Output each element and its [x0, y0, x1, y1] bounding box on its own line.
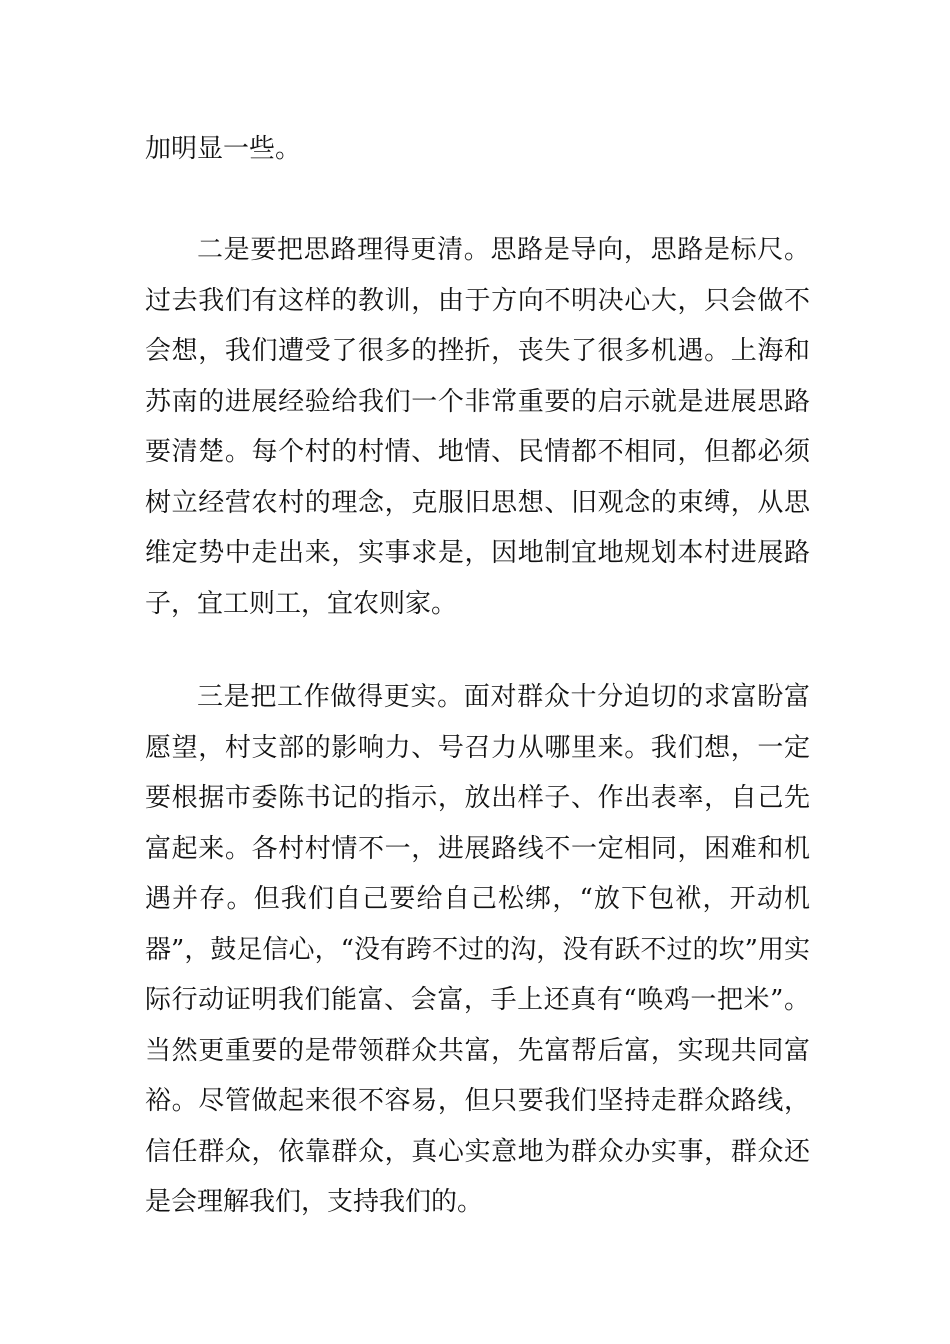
- paragraph-practical-work: 三是把工作做得更实。面对群众十分迫切的求富盼富愿望，村支部的影响力、号召力从哪里来。我们想，一定要根据市委陈书记的指示，放出样子、作出表率，自己先富起来。各村村情不一，进展路线不一定相同，困难和机遇并存。但我们自己要给自己松绑，“放下包袱，开动机器”，鼓足信心，“没有跨不过的沟，没有跃不过的坎”用实际行动证明我们能富、会富，手上还真有“唤鸡一把米”。当然更重要的是带领群众共富，先富帮后富，实现共同富裕。尽管做起来很不容易，但只要我们坚持走群众路线，信任群众，依靠群众，真心实意地为群众办实事，群众还是会理解我们，支持我们的。: [145, 682, 810, 1217]
- paragraph-clear-thinking: 二是要把思路理得更清。思路是导向，思路是标尺。过去我们有这样的教训，由于方向不明决心大，只会做不会想，我们遭受了很多的挫折，丧失了很多机遇。上海和苏南的进展经验给我们一个非常重要的启示就是进展思路要清楚。每个村的村情、地情、民情都不相同，但都必须树立经营农村的理念，克服旧思想、旧观念的束缚，从思维定势中走出来，实事求是，因地制宜地规划本村进展路子，宜工则工，宜农则家。: [145, 235, 810, 619]
- paragraph-continuation: 加明显一些。: [145, 134, 302, 164]
